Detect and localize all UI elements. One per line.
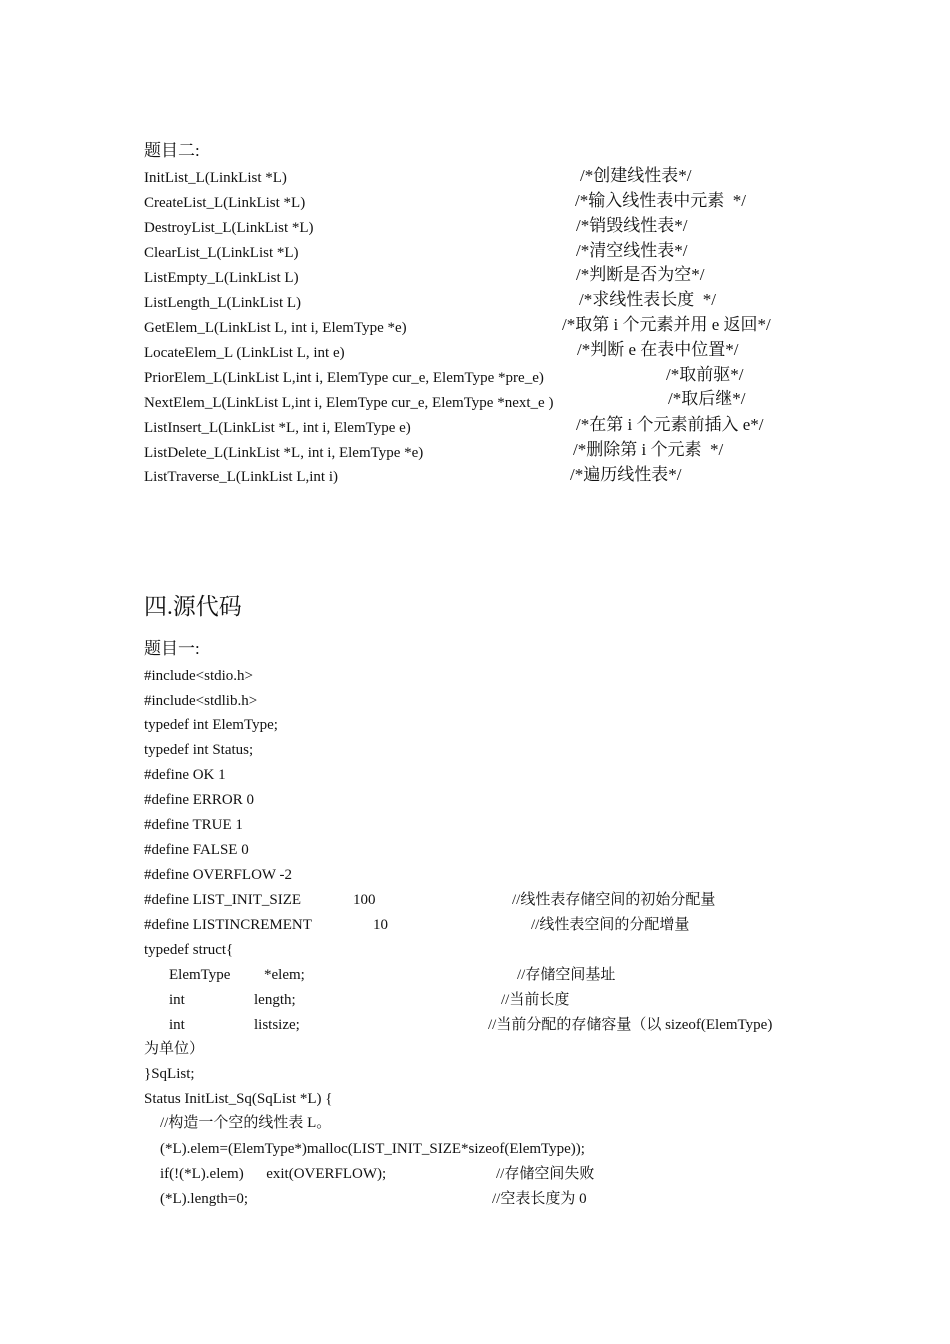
function-signature: PriorElem_L(LinkList L,int i, ElemType cur_e, ElemType *pre_e)	[144, 370, 544, 386]
function-comment: /*创建线性表*/	[580, 166, 692, 185]
code-line: #include<stdio.h>	[144, 668, 253, 684]
code-line: typedef int Status;	[144, 742, 254, 758]
function-signature: InitList_L(LinkList *L)	[144, 170, 287, 186]
function-comment: /*取后继*/	[668, 389, 746, 408]
section-heading-2: 题目二:	[144, 141, 200, 160]
code-line: #define OVERFLOW -2	[144, 867, 293, 883]
function-signature: ClearList_L(LinkList *L)	[144, 245, 299, 261]
function-comment: /*取前驱*/	[666, 365, 744, 384]
code-line: typedef struct{	[144, 942, 234, 958]
code-comment: //存储空间基址	[517, 967, 616, 983]
function-signature: ListLength_L(LinkList L)	[144, 295, 302, 311]
function-comment: /*清空线性表*/	[576, 241, 688, 260]
struct-field-type: int	[169, 992, 185, 1008]
code-line: }SqList;	[144, 1066, 195, 1082]
code-comment: //线性表存储空间的初始分配量	[512, 892, 716, 908]
code-comment-wrap: 为单位）	[144, 1041, 205, 1057]
struct-field-name: length;	[254, 992, 296, 1008]
code-line: #define TRUE 1	[144, 817, 243, 833]
function-signature: ListInsert_L(LinkList *L, int i, ElemType e)	[144, 420, 411, 436]
code-comment: //空表长度为 0	[492, 1191, 587, 1207]
code-value: 100	[353, 892, 376, 908]
function-comment: /*遍历线性表*/	[570, 465, 682, 484]
struct-field-name: listsize;	[254, 1017, 300, 1033]
code-line: #define ERROR 0	[144, 792, 254, 808]
function-signature: GetElem_L(LinkList L, int i, ElemType *e)	[144, 320, 407, 336]
code-line: #define OK 1	[144, 767, 226, 783]
code-line: (*L).elem=(ElemType*)malloc(LIST_INIT_SIZE*sizeof(ElemType));	[160, 1141, 585, 1157]
function-comment: /*判断 e 在表中位置*/	[577, 340, 739, 359]
code-line: #define LIST_INIT_SIZE	[144, 892, 302, 908]
function-signature: DestroyList_L(LinkList *L)	[144, 220, 314, 236]
code-line: typedef int ElemType;	[144, 717, 278, 733]
function-comment: /*删除第 i 个元素 */	[573, 440, 724, 459]
function-comment: /*销毁线性表*/	[576, 216, 688, 235]
struct-field-type: ElemType	[169, 967, 231, 983]
section-title-source-code: 四.源代码	[144, 594, 242, 619]
code-comment: //当前长度	[501, 992, 570, 1008]
code-line: (*L).length=0;	[160, 1191, 249, 1207]
code-comment: //构造一个空的线性表 L。	[160, 1115, 332, 1131]
function-comment: /*输入线性表中元素 */	[575, 191, 746, 210]
function-signature: ListTraverse_L(LinkList L,int i)	[144, 469, 339, 485]
struct-field-type: int	[169, 1017, 185, 1033]
code-line: #define FALSE 0	[144, 842, 249, 858]
function-signature: CreateList_L(LinkList *L)	[144, 195, 306, 211]
struct-field-name: *elem;	[264, 967, 305, 983]
function-comment: /*取第 i 个元素并用 e 返回*/	[562, 315, 771, 334]
code-line: #define LISTINCREMENT	[144, 917, 312, 933]
code-comment: //线性表空间的分配增量	[531, 917, 690, 933]
function-signature: ListDelete_L(LinkList *L, int i, ElemType *e)	[144, 445, 424, 461]
code-comment: //存储空间失败	[496, 1166, 595, 1182]
code-line: #include<stdlib.h>	[144, 693, 258, 709]
function-comment: /*判断是否为空*/	[576, 265, 705, 284]
function-signature: NextElem_L(LinkList L,int i, ElemType cur_e, ElemType *next_e )	[144, 395, 554, 411]
function-comment: /*在第 i 个元素前插入 e*/	[576, 415, 764, 434]
code-line: if(!(*L).elem) exit(OVERFLOW);	[160, 1166, 387, 1182]
code-value: 10	[373, 917, 388, 933]
section-heading-1: 题目一:	[144, 639, 200, 658]
function-signature: LocateElem_L (LinkList L, int e)	[144, 345, 345, 361]
function-comment: /*求线性表长度 */	[579, 290, 716, 309]
code-line: Status InitList_Sq(SqList *L) {	[144, 1091, 333, 1107]
function-signature: ListEmpty_L(LinkList L)	[144, 270, 299, 286]
code-comment: //当前分配的存储容量（以 sizeof(ElemType)	[488, 1017, 773, 1033]
